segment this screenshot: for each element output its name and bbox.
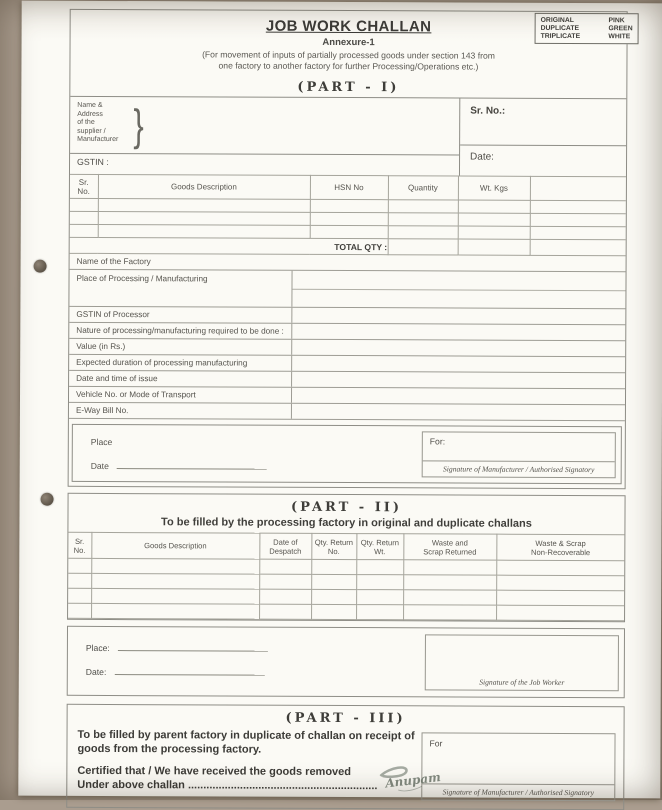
part3-section (66, 704, 624, 810)
signature-caption: Signature of the Job Worker (479, 677, 565, 687)
signature-caption: Signature of Manufacturer / Authorised Signatory (423, 460, 615, 477)
goods-table (70, 174, 626, 256)
part1-heading: (PART - I) (297, 79, 400, 96)
detail-row-expected-duration: Expected duration of processing manufacturing (69, 355, 625, 373)
sr-no-field: Sr. No.: (470, 105, 506, 117)
col-goods-description: Goods Description (91, 532, 259, 559)
punch-hole-top (34, 260, 47, 273)
for-label: For: (429, 436, 446, 447)
col-waste-scrap-nonrecoverable: Waste & Scrap Non-Recoverable (496, 534, 624, 561)
detail-row-factory-name: Name of the Factory (70, 254, 626, 272)
gstin-field: GSTIN : (70, 153, 459, 176)
job-work-challan-form (66, 9, 633, 810)
part2-signature-block (67, 626, 625, 698)
copy-color-legend (535, 13, 639, 44)
part1-signature-block (72, 424, 622, 484)
description-line2: one factory to another factory for further Processing/Operations etc.) (218, 60, 479, 72)
legend-copy-duplicate: DUPLICATE (540, 24, 580, 33)
col-waste-scrap-returned: Waste and Scrap Returned (403, 534, 496, 560)
col-sr-no: Sr. No. (70, 174, 98, 198)
job-worker-signature-box (425, 634, 619, 691)
return-goods-table (68, 532, 624, 621)
certification-text: Certified that / We have received the goods removed Under above challan .............................................................. (77, 764, 378, 792)
part2-heading: (PART - II) (290, 499, 403, 516)
manufacturer-signature-box (421, 732, 615, 801)
detail-row-value: Value (in Rs.) (69, 339, 625, 357)
date-label: Date: (86, 665, 265, 678)
return-table-header-row (68, 532, 624, 560)
svg-text:Anupam: Anupam (384, 770, 442, 791)
date-field: Date: (460, 145, 626, 175)
total-qty-row (70, 237, 626, 255)
detail-row-gstin-processor: GSTIN of Processor (69, 307, 625, 325)
part3-text (77, 729, 421, 801)
brace-decoration: } (133, 101, 144, 151)
goods-table-header-row (70, 174, 626, 200)
legend-color-green: GREEN (608, 25, 633, 33)
col-sr-no: Sr. No. (68, 532, 91, 558)
col-qty-return-wt: Qty. Return Wt. (356, 534, 403, 560)
signature-caption: Signature of Manufacturer / Authorised Signatory (422, 783, 614, 800)
supplier-block (70, 97, 460, 176)
legend-copy-original: ORIGINAL (540, 16, 574, 25)
col-date-of-despatch: Date of Despatch (259, 533, 311, 559)
place-label: Place (90, 436, 113, 448)
total-qty-label: TOTAL QTY : (70, 237, 388, 254)
place-fill-line (118, 641, 268, 652)
srno-date-block (460, 99, 626, 177)
legend-copy-triplicate: TRIPLICATE (540, 32, 581, 41)
col-qty-return-no: Qty. Return No. (311, 533, 356, 559)
annexure-label: Annexure-1 (322, 36, 375, 49)
scanned-page (18, 1, 662, 799)
description-line1: (For movement of inputs of partially processed goods under section 143 from (202, 49, 495, 61)
legend-color-pink: PINK (608, 17, 625, 25)
col-hsn-no: HSN No (310, 175, 388, 199)
form-header (70, 10, 633, 81)
form-description (70, 49, 626, 73)
for-label: For (429, 738, 443, 749)
col-quantity: Quantity (388, 176, 458, 200)
return-row-empty (68, 603, 624, 620)
col-wt-kgs: Wt. Kgs (458, 176, 530, 200)
date-fill-line (117, 459, 267, 470)
col-goods-description: Goods Description (98, 174, 310, 199)
supplier-section (70, 96, 626, 176)
detail-row-vehicle-no: Vehicle No. or Mode of Transport (69, 387, 625, 405)
col-blank (530, 176, 626, 200)
supplier-address-label: Name & Address of the supplier / Manufacturer (77, 101, 119, 144)
manufacturer-signature-box (422, 431, 616, 478)
form-title: JOB WORK CHALLAN (265, 17, 432, 36)
part2-subheading: To be filled by the processing factory in original and duplicate challans (161, 516, 532, 530)
date-label: Date (91, 459, 267, 472)
part2-section (67, 493, 626, 622)
detail-row-eway-bill: E-Way Bill No. (69, 403, 625, 421)
detail-row-place-of-processing: Place of Processing / Manufacturing (69, 270, 625, 309)
part1-section (68, 9, 633, 489)
detail-row-date-time-issue: Date and time of issue (69, 371, 625, 389)
place-label: Place: (86, 641, 268, 654)
factory-details (69, 254, 626, 421)
punch-hole-bottom (41, 493, 54, 506)
legend-color-white: WHITE (608, 33, 631, 41)
part3-heading: (PART - III) (285, 710, 406, 727)
date-fill-line (114, 665, 264, 676)
part3-instruction: To be filled by parent factory in duplicate of challan on receipt of goods from the processing factory. (77, 728, 415, 756)
detail-row-nature-of-processing: Nature of processing/manufacturing required to be done : (69, 323, 625, 341)
